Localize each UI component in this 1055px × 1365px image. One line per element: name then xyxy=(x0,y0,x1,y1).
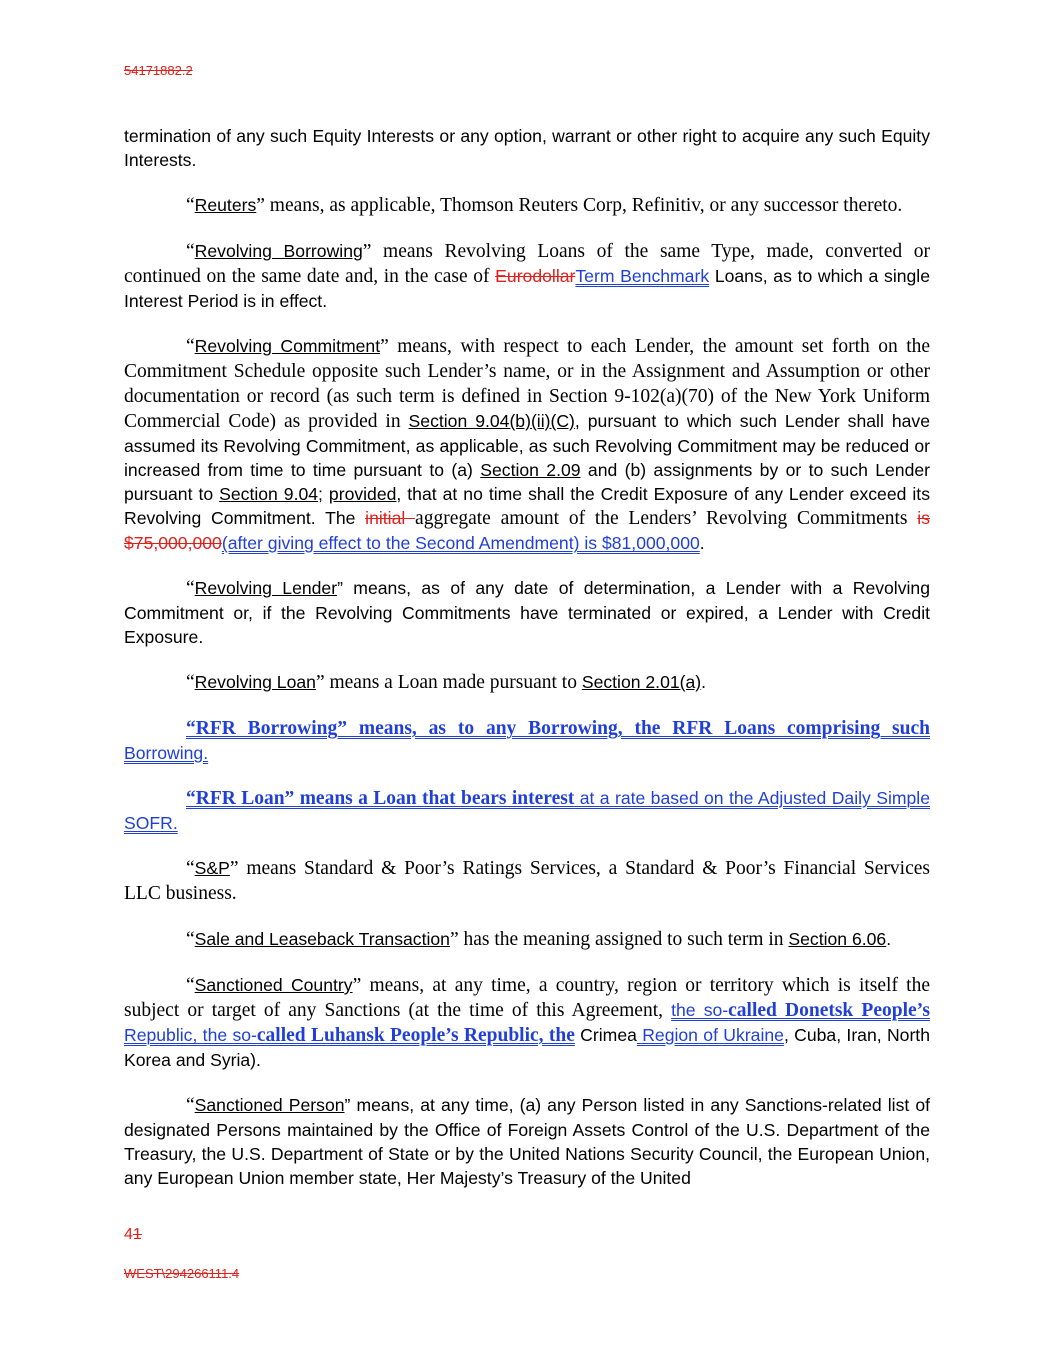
definition-sale-leaseback: “Sale and Leaseback Transaction” has the meaning assigned to such term in Section 6.06. xyxy=(186,929,892,950)
defined-term: S&P xyxy=(194,858,230,878)
section-reference: Section 9.04(b)(ii)(C) xyxy=(408,411,575,431)
inserted-text: Term Benchmark xyxy=(575,266,710,286)
defined-term: Reuters xyxy=(194,195,257,215)
section-reference: Section 6.06 xyxy=(788,929,887,949)
inserted-text: at a rate based on the Adjusted Daily Simple SOFR. xyxy=(124,788,930,833)
defined-term: Revolving Lender xyxy=(194,578,338,598)
defined-term: Revolving Loan xyxy=(194,672,316,692)
definition-revolving-loan: “Revolving Loan” means a Loan made pursuant to Section 2.01(a). xyxy=(186,672,707,693)
document-body xyxy=(124,124,930,1211)
inserted-text: Region of Ukraine xyxy=(636,1025,784,1045)
definition-revolving-borrowing: “Revolving Borrowing” means Revolving Loans of the same Type, made, converted or continued on the same date and, in the case of EurodollarTerm Benchmark Loans, as to which a single Interest Period is in effect. xyxy=(124,241,930,311)
inserted-text: “RFR Loan” means a Loan that bears interest xyxy=(186,788,575,809)
inserted-text: Borrowing. xyxy=(124,743,209,763)
defined-term: Revolving Borrowing xyxy=(194,241,363,261)
inserted-text: the so- xyxy=(671,1000,729,1020)
section-reference: Section 2.01(a) xyxy=(581,672,702,692)
definition-sp: “S&P” means Standard & Poor’s Ratings Services, a Standard & Poor’s Financial Services LLC business. xyxy=(124,858,930,904)
inserted-text: Republic, the so- xyxy=(124,1025,257,1045)
footer-document-id: WEST\294266111.4 xyxy=(124,1266,240,1281)
page-number: 41 xyxy=(124,1226,142,1243)
deleted-text: initial xyxy=(365,508,416,528)
section-reference: Section 2.09 xyxy=(480,460,581,480)
definition-sanctioned-person: “Sanctioned Person” means, at any time, (a) any Person listed in any Sanctions-related list of designated Persons maintained by the Office of Foreign Assets Control of the U.S. Department of the Treasury, the U.S. Department of State or by the United Nations Security Council, the European Union, any European Union member state, Her Majesty’s Treasury of the United xyxy=(124,1095,930,1188)
deleted-text: Eurodollar xyxy=(495,266,576,286)
defined-term: Revolving Commitment xyxy=(194,336,381,356)
defined-term: Sanctioned Country xyxy=(194,975,353,995)
deleted-text: is $75,000,000 xyxy=(124,508,930,553)
definition-sanctioned-country: “Sanctioned Country” means, at any time, a country, region or territory which is itself the subject or target of any Sanctions (at the time of this Agreement, the so-called Donetsk People’s Republic, the so-called Luhansk People’s Republic, the Crimea Region of Ukraine, Cuba, Iran, North Korea and Syria). xyxy=(124,975,930,1070)
definition-reuters: “Reuters” means, as applicable, Thomson Reuters Corp, Refinitiv, or any successor thereto. xyxy=(186,195,903,216)
inserted-text: called Luhansk People’s Republic, the xyxy=(256,1025,575,1046)
definition-rfr-borrowing xyxy=(124,716,930,765)
defined-term: Sanctioned Person xyxy=(194,1095,345,1115)
section-reference: Section 9.04 xyxy=(219,484,319,504)
definition-revolving-lender: “Revolving Lender” means, as of any date of determination, a Lender with a Revolving Commitment or, if the Revolving Commitments have terminated or expired, a Lender with Credit Exposure. xyxy=(124,578,930,647)
header-document-id: 54171882.2 xyxy=(124,63,193,78)
inserted-text: (after giving effect to the Second Amendment) is $81,000,000 xyxy=(221,533,700,553)
definition-rfr-loan xyxy=(124,786,930,835)
inserted-text: “RFR Borrowing” means, as to any Borrowing, the RFR Loans comprising such xyxy=(186,718,930,739)
definition-revolving-commitment: “Revolving Commitment” means, with respect to each Lender, the amount set forth on the Commitment Schedule opposite such Lender’s name, or in the Assignment and Assumption or other documentation or record (as such term is defined in Section 9-102(a)(70) of the New York Uniform Commercial Code) as provided in Section 9.04(b)(ii)(C), pursuant to which such Lender shall have assumed its Revolving Commitment, as applicable, as such Revolving Commitment may be reduced or increased from time to time pursuant to (a) Section 2.09 and (b) assignments by or to such Lender pursuant to Section 9.04; provided, that at no time shall the Credit Exposure of any Lender exceed its Revolving Commitment. The initial aggregate amount of the Lenders’ Revolving Commitments is $75,000,000(after giving effect to the Second Amendment) is $81,000,000. xyxy=(124,336,931,553)
continuation-paragraph: termination of any such Equity Interests or any option, warrant or other right to acquire any such Equity Interests. xyxy=(124,126,930,170)
defined-term: Sale and Leaseback Transaction xyxy=(194,929,450,949)
inserted-text: called Donetsk People’s xyxy=(728,1000,930,1021)
